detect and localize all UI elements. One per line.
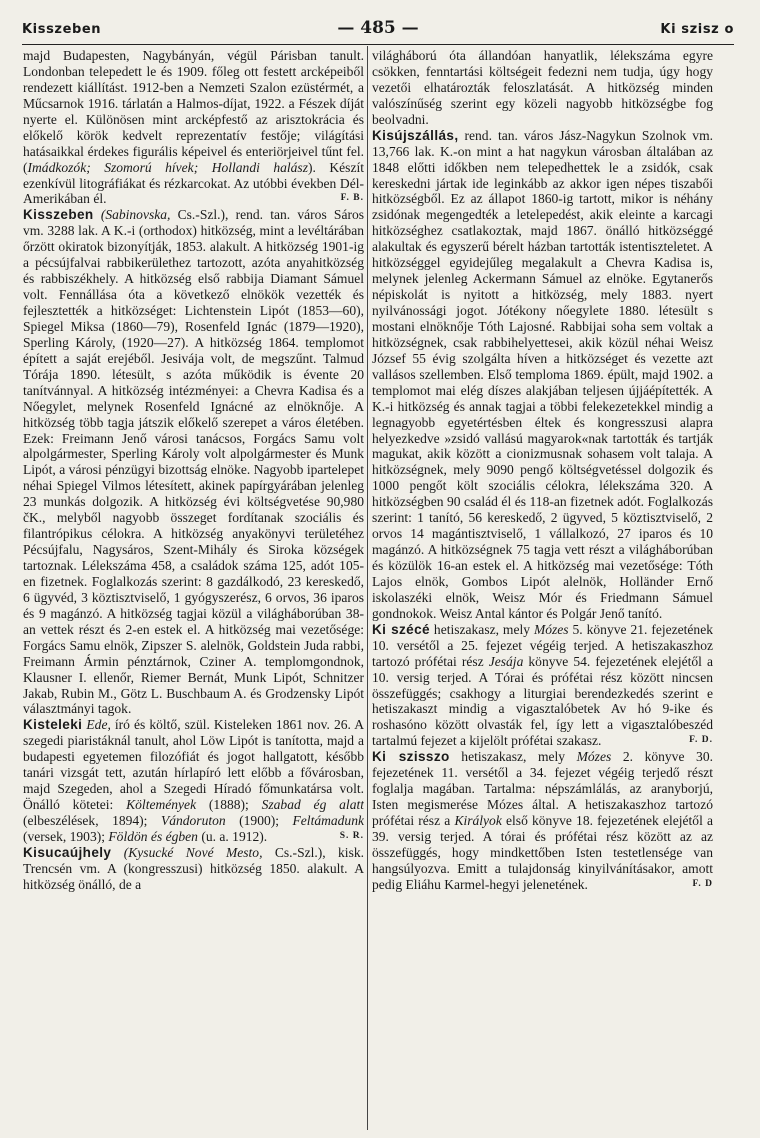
entry-continuation	[372, 48, 713, 128]
entry-kisujszallas	[372, 128, 713, 622]
entry-text: (versek, 1903);	[23, 828, 109, 844]
entry-text: ). Készít ezenkívül litográfiákat és rézkarcokat. Az utóbbi években Dél-Amerikában él.	[23, 159, 364, 207]
entry-headword: Kisújszállás,	[372, 127, 459, 143]
entry-italic: Mózes	[533, 621, 569, 637]
page-number: — 485 —	[337, 18, 419, 38]
entry-text: hetiszakasz, mely	[449, 749, 577, 765]
entry-ki-szisszo	[372, 749, 713, 892]
entry-text: (elbeszélések, 1894);	[23, 813, 161, 828]
entry-text: világháború óta állandóan hanyatlik, lélekszáma egyre csökken, fenntartási költségeit fedezni nem tudja, úgy hogy vezetői elhatározták feloszlatását. A hitközség minden valószínűség szerint egy közeli nagyobb hitközségbe fog beolvadni.	[372, 48, 713, 127]
entry-text: (u. a. 1912).	[197, 828, 268, 844]
entry-headword: Kisteleki	[23, 717, 83, 733]
author-signature: S. R.	[339, 830, 364, 841]
entry-headword: Kisucaújhely	[23, 844, 112, 860]
author-signature: F. D	[692, 878, 713, 889]
left-column	[23, 48, 364, 1130]
entry-text: Cs.-Szl.), kisk. Trencsén vm. A (kongresszusi) hitközség 1850. alakult. A hitközség önálló, de a	[23, 844, 364, 892]
author-signature: F. D.	[689, 735, 713, 746]
entry-italic: Költemények	[126, 797, 197, 813]
entry-text: író és költő, szül. Kisteleken 1861 nov. 26. A szegedi piaristáknál tanult, ahol Löw Lipót is tanította, majd a budapesti egyetemen filozófiát és jogot hallgatott, később tanári vizsgát tett, azután hírlapíró lett előbb a fővárosban, majd Szegeden, ahol a Szegedi Híradó főmunkatársa volt. Önálló kötetei:	[23, 717, 364, 813]
entry-text: könyve 54. fejezetének elejétől a 10. versig terjed. A Tórai és prófétai rész között nincsen összefüggés; csakhogy a liturgiai berendezkedés szerint e hetiszakaszt mindig a vigasztalóbetek Av hó 9-ike és roshasóno között olvasták fel, így lett a vigasztalóbeszéd tartalmú fejezet a kijelölt prófétai szakasz.	[372, 653, 713, 749]
entry-italic: (Sabinovska,	[100, 207, 171, 223]
header-left-term: Kisszeben	[22, 22, 102, 37]
entry-italic: (Kysucké Nové Mesto,	[123, 844, 263, 860]
entry-italic: Ede,	[86, 717, 111, 733]
entry-italic: Imádkozók; Szomorú hívek; Hollandi halász	[27, 159, 308, 175]
entry-text: (1900);	[225, 813, 293, 828]
entry-text: majd Budapesten, Nagybányán, végül Párisban tanult. Londonban telepedett le és 1909. főleg ott festett arcképeiből rendezett kiállítást. 1912-ben a Nemzeti Szalon ezüstérmét, a Műcsarnok 1916. tárlatán a Halmos-díjat, 1922. a Fészek díját nyerte el. Különösen mint arcképfestő az arisztokrácia és előkelő körök kedvelt reprezentatív festője; világítási hatásaikkal érdekes figurális képeivel és enteriörjeivel tűnt fel. (	[23, 48, 364, 175]
entry-kisszeben	[23, 207, 364, 717]
entry-text: 2. könyve 30. fejezetének 11. versétől a 34. fejezet végéig terjedő részt foglalja magában. Tartalma: népszámlálás, az aranyborjú, Isten megismerése Mózes által. A hetiszakaszhoz tartozó prófétai rész a	[372, 749, 713, 828]
header-right-term: Ki szisz o	[660, 22, 734, 37]
entry-kisteleki	[23, 717, 364, 845]
entry-text: (1888);	[196, 797, 262, 813]
entry-italic: Földön és égben	[108, 828, 198, 844]
entry-ki-szece	[372, 622, 713, 750]
entry-text: rend. tan. város Jász-Nagykun Szolnok vm. 13,766 lak. K.-on mint a hat nagykun városban általában az 1848 előtti időkben nem telepedhettek le a zsidók, csak kereskedni jártak ide leginkább az akkor igen népes tiszabői hitközségből. Ez az állapot 1860-ig tartott, mikor is néhány zsidónak megengedték a letelepedést, akik eleinte a karcagi hitközséghez csatlakoztak, majd 1867. önálló hitközséggé alakultak és egyszerű bérelt házban tartották istentiszteletet. A hitközséggel egyidejűleg megalakult a Chevra Kadisa is, melynek jelenleg Ackermann Sámuel az elnöke. Egytanerős népiskolát is nyitott a hitközség, mely 1883. nyert nyilvánossági jogot. Jótékony nőegylete 1880. létesült s mostani elnöknője Tóth Lajosné. Rabbijai soha sem voltak a hitközségnek, csak rabbihelyettesei, akik közül néhai Weisz József 55 évig szolgálta híven a hitközséget és vezette azt vallásos szellemben. Első temploma 1869. épült, majd 1902. a templomot mai elég díszes alakjában teljesen újjáépítették. A K.-i hitközség és annak tagjai a többi felekezetekkel mindig a legnagyobb egyetértésben éltek és kongresszusi alapra helyezkedve »zsidó vallású magyarok«nak tartották és tartják magukat, akik között a cionizmusnak sohasem volt talaja. A hitközségnek, mely 9090 pengő költségvetéssel dolgozik és 1000 pengőt költ szociális célokra, lélekszáma 320. A hitközségben 90 család él és 118-an fizetnek adót. Foglalkozás szerint: 1 tanító, 56 kereskedő, 2 ügyved, 5 köztisztviselő, 2 orvos 14 magántisztviselő, 1 vállalkozó, 27 iparos és 10 magánzó. A hitközségnek 75 tagja vett részt a világháborúban és közülök 16-an estek el. A hitközség mai vezetősége: Tóth Lajos elnök, Gombos Lipót alelnök, Holländer Ernő iskolaszéki elnök, Weisz Mór és Friedmann Sámuel gondnokok. Weisz Antal kántor és Polgár Jenő tanító.	[372, 127, 713, 621]
column-divider	[367, 46, 368, 1130]
running-header	[22, 18, 734, 42]
entry-text: hetiszakasz, mely	[429, 621, 534, 637]
entry-italic: Jesája	[488, 653, 524, 669]
entry-text: 5. könyve 21. fejezetének 10. versétől a 25. fejezet végéig terjed. A hetiszakaszhoz tartozó prófétai rész	[372, 621, 713, 669]
entry-italic: Vándoruton	[160, 813, 226, 828]
right-column	[372, 48, 713, 1130]
entry-continuation	[23, 48, 364, 207]
header-rule	[22, 44, 734, 45]
entry-italic: Királyok	[454, 813, 502, 828]
entry-text: Cs.-Szl.), rend. tan. város Sáros vm. 3288 lak. A K.-i (orthodox) hitközség, mint a levéltárában őrzött okiratok bizonyítják, 1853. alakult. A hitközség 1901-ig a pécsújfalvai rabbikerülethez tartozott, azóta anyahitközség és rabbiszékhely. A hitközség első rabbija Diamant Sámuel volt. Fennállása óta a következő elnökök vezették és fejlesztették a hitközséget: Lichtenstein Lipót (1853—60), Spiegel Miksa (1860—79), Rosenfeld Ignác (1879—1920), Sperling Károly, (1920—27). A hitközség 1864. templomot épített a saját erejéből. Jesivája volt, de megszűnt. Talmud Tórája 1890. létesült, s azóta működik is évente 20 tanítvánnyal. A hitközség intézményei: a Chevra Kadisa és a Nőegylet, melynek Rosenfeld Ignácné az elnöknője. A hitközség több tagja játszik előkelő szerepet a város életében. Ezek: Freimann Jenő városi tanácsos, Forgács Samu volt alpolgármester, Sperling Károly volt alpolgármester és Munk Lipót, a városi pénzügyi bizottság elnöke. Nagyobb ipartelepet néhai Spiegel Vilmos létesített, akinek papírgyárában jelenleg 23 munkás dolgozik. A hitközség évi költségvetése 90,980 čK., melyből nagyobb összeget fordítanak szociális és filantrópikus célokra. A hitközség anyakönyvi területéhez Pécsújfalu, Nagysáros, Szent-Mihály és Siroka községek tartoznak. Lélekszáma 458, a családok száma 125, adót 105-en fizetnek. Foglalkozás szerint: 8 gazdálkodó, 23 kereskedő, 6 ügyvéd, 3 köztisztviselő, 1 gyógyszerész, 6 orvos, 36 iparos és 9 magánzó. A hitközség tagjai közül a világháborúban 38-an vettek részt és 2-en estek el. A hitközség mai vezetősége: Forgács Samu elnök, Zipszer S. alelnök, Goldstein Juda rabbi, Freimann Ármin pénztárnok, Cziner A. templomgondnok, Klausner I. ellenőr, Riemer Bernát, Munk Lipót, Schnitzer Jakab, Rubin M., Götz L. Buschbaum A. és Grodzensky Lipót választmányi tagok.	[23, 207, 364, 717]
author-signature: F. B.	[340, 193, 364, 204]
entry-kisucaujhely	[23, 845, 364, 893]
entry-headword: Kisszeben	[23, 207, 94, 223]
entry-italic: Mózes	[576, 749, 612, 765]
entry-headword: Ki szisszo	[372, 749, 450, 765]
entry-italic: Szabad ég alatt	[261, 797, 364, 813]
entry-headword: Ki szécé	[372, 621, 430, 637]
entry-text: első könyve 18. fejezetének elejétől a 39. versig terjed. A tórai és prófétai rész között az az összefüggés, hogy mindkettőben Isten testetlensége van hangsúlyozva. Emitt a tulajdonság kinyilvánításakor, amott pedig Eliáhu Karmel-hegyi jelenetének.	[372, 813, 713, 892]
entry-italic: Feltámadunk	[292, 813, 364, 828]
